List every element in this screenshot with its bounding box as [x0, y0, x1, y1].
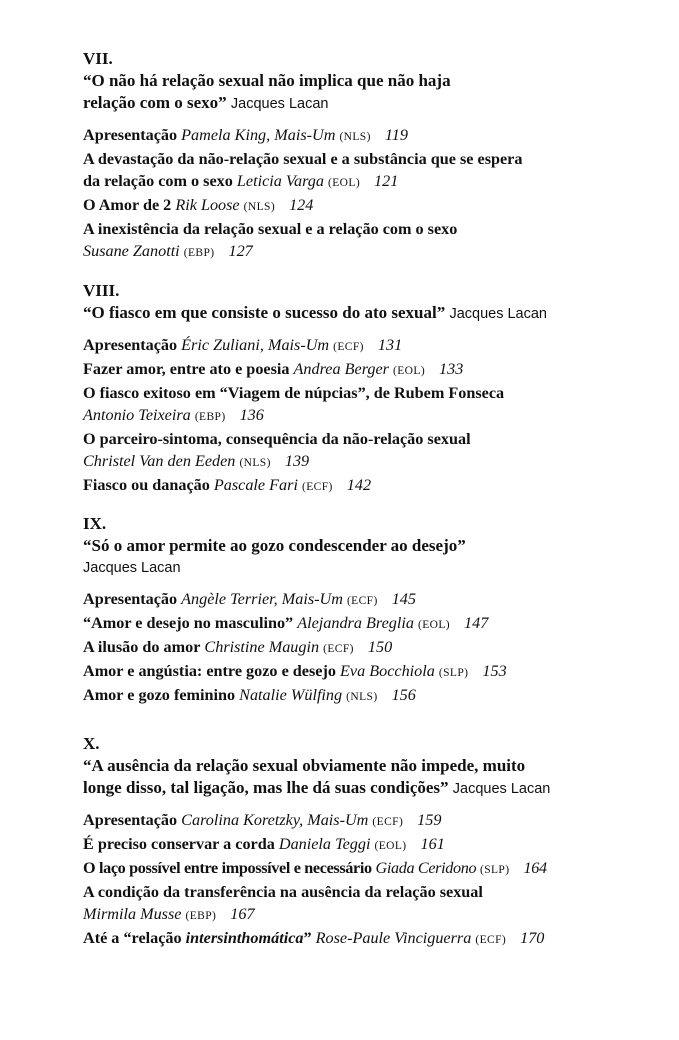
toc-entry[interactable]	[83, 612, 583, 636]
entry-page: 124	[289, 196, 314, 214]
entry-title: Apresentação	[83, 590, 178, 608]
entry-author: Éric Zuliani, Mais-Um	[181, 336, 330, 354]
entry-title: Amor e gozo feminino	[83, 686, 236, 704]
entry-title[interactable]: O parceiro-sintoma, consequência da não-relação sexual	[83, 430, 471, 448]
entry-author: Antonio Teixeira	[83, 406, 191, 424]
entry-author: Natalie Wülfing	[239, 686, 343, 704]
entry-org: (EBP)	[185, 910, 217, 922]
toc-entry[interactable]	[83, 124, 583, 148]
entry-org: (ECF)	[302, 481, 333, 493]
heading-line: “Só o amor permite ao gozo condescender ao desejo”	[83, 536, 466, 555]
entry-author: Daniela Teggi	[278, 835, 371, 853]
section-numeral: VIII.	[83, 281, 120, 300]
entry-title[interactable]: O fiasco exitoso em “Viagem de núpcias”, de Rubem Fonseca	[83, 384, 505, 402]
entry-org: (NLS)	[243, 201, 276, 213]
heading-line: “O fiasco em que consiste o sucesso do ato sexual”	[83, 303, 446, 322]
entry-page: 156	[391, 686, 416, 704]
entry-page: 147	[464, 614, 489, 632]
entry-author: Mirmila Musse	[83, 905, 182, 923]
toc-entry[interactable]	[83, 474, 583, 498]
entry-author: Carolina Koretzky, Mais-Um	[181, 811, 369, 829]
heading-author: Jacques Lacan	[230, 96, 329, 112]
heading-line-last	[83, 92, 583, 115]
toc-entry[interactable]	[83, 833, 583, 857]
entry-org: (ECF)	[475, 934, 507, 946]
entry-page: 133	[439, 360, 464, 378]
entry-org: (EBP)	[194, 411, 226, 423]
entry-title: “Amor e desejo no masculino”	[83, 614, 294, 632]
section-numeral: VII.	[83, 49, 113, 68]
entry-page: 119	[384, 126, 408, 144]
toc-entry[interactable]	[83, 809, 583, 833]
section-heading	[83, 755, 583, 800]
entry-title: É preciso conservar a corda	[83, 835, 275, 853]
toc-entry[interactable]	[83, 334, 583, 358]
entry-org: (NLS)	[339, 131, 371, 143]
heading-author: Jacques Lacan	[452, 781, 551, 797]
toc-entry[interactable]	[83, 404, 583, 428]
toc-entry[interactable]	[83, 684, 583, 708]
entry-org: (EOL)	[328, 177, 361, 189]
entry-author: Angèle Terrier, Mais-Um	[181, 590, 343, 608]
entry-title[interactable]: A inexistência da relação sexual e a relação com o sexo	[83, 220, 458, 238]
heading-line: relação com o sexo”	[83, 93, 227, 112]
entry-org: (ECF)	[346, 595, 378, 607]
toc-entry[interactable]	[83, 857, 583, 881]
entry-org: (EOL)	[417, 619, 450, 631]
entry-list	[83, 588, 583, 708]
toc-entry[interactable]	[83, 194, 583, 218]
entry-author: Christel Van den Eeden	[83, 452, 236, 470]
toc-entry[interactable]	[83, 660, 583, 684]
entry-org: (EOL)	[393, 365, 426, 377]
entry-org: (EBP)	[183, 247, 215, 259]
entry-author: Pascale Fari	[213, 476, 298, 494]
heading-line: “O não há relação sexual não implica que não haja	[83, 71, 451, 90]
section-numeral: X.	[83, 734, 100, 753]
entry-org: (NLS)	[239, 457, 271, 469]
toc-entry[interactable]	[83, 450, 583, 474]
entry-page: 150	[367, 638, 393, 656]
entry-list	[83, 334, 583, 498]
entry-list	[83, 124, 583, 264]
entry-title: Apresentação	[83, 336, 178, 354]
entry-author: Pamela King, Mais-Um	[181, 126, 336, 144]
entry-org: (ECF)	[323, 643, 354, 655]
section-heading	[83, 70, 583, 115]
toc-entry[interactable]	[83, 170, 583, 194]
entry-org: (SLP)	[479, 864, 510, 876]
section-x	[83, 733, 583, 951]
entry-org: (SLP)	[438, 667, 469, 679]
entry-page: 127	[228, 242, 253, 260]
entry-author: Rose-Paule Vinciguerra	[315, 929, 472, 947]
entry-title: da relação com o sexo	[83, 172, 233, 190]
entry-page: 170	[520, 929, 545, 947]
heading-line: longe disso, tal ligação, mas lhe dá suas condições”	[83, 778, 449, 797]
entry-org: (ECF)	[372, 816, 404, 828]
entry-author: Andrea Berger	[293, 360, 389, 378]
entry-title: O laço possível entre impossível e necessário	[83, 859, 372, 877]
entry-page: 161	[420, 835, 445, 853]
heading-author: Jacques Lacan	[449, 306, 547, 322]
heading-line-last	[83, 302, 583, 325]
entry-title-end: ”	[303, 929, 312, 947]
toc-entry[interactable]	[83, 927, 583, 951]
toc-entry[interactable]	[83, 240, 583, 264]
entry-title: A ilusão do amor	[83, 638, 201, 656]
entry-page: 136	[239, 406, 264, 424]
heading-line: “A ausência da relação sexual obviamente não impede, muito	[83, 756, 526, 775]
section-ix	[83, 513, 583, 708]
entry-list	[83, 809, 583, 951]
entry-author: Giada Ceridono	[375, 859, 477, 877]
toc-entry[interactable]	[83, 358, 583, 382]
toc-entry[interactable]	[83, 588, 583, 612]
heading-line-last	[83, 777, 583, 800]
entry-title: Fiasco ou danação	[83, 476, 210, 494]
entry-org: (ECF)	[333, 341, 364, 353]
entry-page: 139	[284, 452, 310, 470]
entry-title: O Amor de 2	[83, 196, 172, 214]
entry-page: 121	[374, 172, 399, 190]
entry-page: 145	[391, 590, 416, 608]
section-vii	[83, 48, 583, 264]
entry-title: Até a “relação	[83, 929, 182, 947]
toc-entry[interactable]	[83, 636, 583, 660]
entry-title: Fazer amor, entre ato e poesia	[83, 360, 290, 378]
entry-org: (EOL)	[374, 840, 407, 852]
entry-page: 131	[377, 336, 403, 354]
entry-author: Susane Zanotti	[83, 242, 180, 260]
entry-author: Rik Loose	[175, 196, 240, 214]
entry-title: Apresentação	[83, 811, 178, 829]
entry-title: Apresentação	[83, 126, 178, 144]
section-viii	[83, 280, 583, 498]
heading-author: Jacques Lacan	[83, 560, 181, 576]
entry-author: Christine Maugin	[204, 638, 320, 656]
entry-page: 159	[417, 811, 442, 829]
section-heading	[83, 535, 583, 579]
entry-title[interactable]: A condição da transferência na ausência da relação sexual	[83, 883, 483, 901]
section-numeral: IX.	[83, 514, 107, 533]
entry-page: 167	[230, 905, 255, 923]
entry-page: 153	[482, 662, 507, 680]
entry-org: (NLS)	[346, 691, 378, 703]
entry-title[interactable]: A devastação da não-relação sexual e a substância que se espera	[83, 150, 523, 168]
entry-author: Alejandra Breglia	[297, 614, 414, 632]
entry-author: Leticia Varga	[236, 172, 324, 190]
section-heading	[83, 302, 583, 325]
entry-title-italic: intersinthomática	[185, 929, 304, 947]
entry-page: 164	[523, 859, 547, 877]
entry-title: Amor e angústia: entre gozo e desejo	[83, 662, 336, 680]
entry-page: 142	[346, 476, 372, 494]
toc-entry[interactable]	[83, 903, 583, 927]
entry-author: Eva Bocchiola	[340, 662, 435, 680]
